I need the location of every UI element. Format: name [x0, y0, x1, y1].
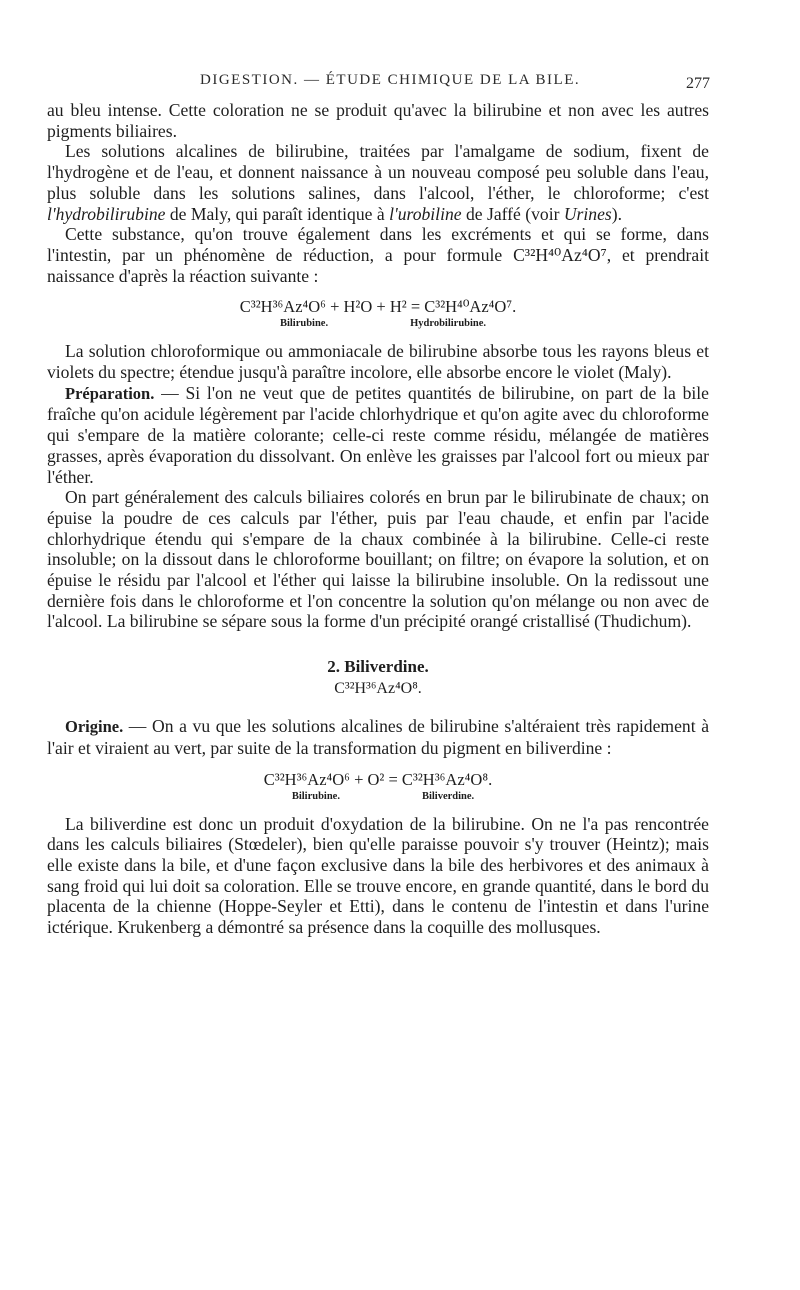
- paragraph-preparation: [47, 383, 709, 488]
- section-heading: 2. Biliverdine.: [327, 657, 429, 677]
- paragraph-absorption: La solution chloroformique ou ammoniacale de bilirubine absorbe tous les rayons bleus et violets du spectre; étendue jusqu'à paraître incolore, elle absorbe encore le violet (Maly).: [47, 341, 709, 383]
- reaction-equation-1: C³²H³⁶Az⁴O⁶ + H²O + H² = C³²H⁴⁰Az⁴O⁷.: [239, 297, 517, 317]
- italic-term: l'urobiline: [389, 203, 462, 224]
- paragraph-text: de Jaffé (voir: [461, 203, 564, 224]
- page-body: [47, 100, 709, 938]
- paragraph-hydrobilirubine: [47, 141, 709, 224]
- paragraph-text: de Maly, qui paraît identique à: [165, 203, 390, 224]
- paragraph-origine: [47, 716, 709, 758]
- inline-formula: C³²H⁴⁰Az⁴O⁷: [513, 244, 607, 265]
- reaction-labels-1: [47, 317, 709, 331]
- paragraph-biliverdine: La biliverdine est donc un produit d'oxydation de la bilirubine. On ne l'a pas rencontrée dans les calculs biliaires (Stœdeler), bien qu'elle paraisse pouvoir s'y trouver (Heintz); mais elle existe dans la bile, et d'une façon exclusive dans la bile des herbivores et des animaux à sang froid qui lui doit sa coloration. Elle se trouve encore, en grande quantité, dans le bord du placenta de la chienne (Hoppe-Seyler et Etti), dans le contenu de l'intestin et dans l'urine ictérique. Krukenberg a démontré sa présence dans la coquille des mollusques.: [47, 813, 709, 938]
- paragraph-text: Les solutions alcalines de bilirubine, traitées par l'amalgame de sodium, fixent de l'hydrogène et de l'eau, et donnent naissance à un nouveau composé peu soluble dans l'eau, plus soluble dans les solutions salines, dans l'alcool, l'éther, le chloroforme; c'est: [47, 141, 709, 203]
- paragraph-formation: [47, 224, 709, 286]
- reactant-label: Bilirubine.: [291, 790, 340, 802]
- paragraph-text: — On a vu que les solutions alcalines de bilirubine s'altéraient très rapidement à l'air et viraient au vert, par suite de la transformation du pigment en biliverdine :: [47, 716, 709, 758]
- paragraph-text: , et prendrait naissance d'après la réaction suivante :: [47, 244, 709, 286]
- italic-reference: Urines: [563, 203, 612, 224]
- paragraph-text: ).: [611, 203, 623, 224]
- reactant-label: Bilirubine.: [279, 318, 329, 330]
- reaction-equation-2: C³²H³⁶Az⁴O⁶ + O² = C³²H³⁶Az⁴O⁸.: [263, 769, 493, 789]
- running-head: DIGESTION. — ÉTUDE CHIMIQUE DE LA BILE.: [200, 72, 581, 88]
- run-in-heading: Origine.: [65, 717, 124, 737]
- product-label: Hydrobilirubine.: [410, 318, 487, 330]
- paragraph-text: — Si l'on ne veut que de petites quantités de bilirubine, on part de la bile fraîche qu'on acidule légèrement par l'acide chlorhydrique et qu'on agite avec du chloroforme qui s'empare de la matière colorante; celle-ci reste comme résidu, mélangée de matières grasses, après évaporation du dissolvant. On enlève les graisses par l'alcool fort ou mieux par l'éther.: [47, 382, 709, 487]
- page-header: [60, 72, 710, 96]
- run-in-heading: Préparation.: [65, 383, 155, 403]
- section-formula: C³²H³⁶Az⁴O⁸.: [334, 680, 422, 698]
- paragraph-text: Cette substance, qu'on trouve également dans les excréments et qui se forme, dans l'intestin, par un phénomène de réduction, a pour formule: [47, 224, 709, 265]
- italic-term: l'hydrobilirubine: [47, 203, 166, 224]
- paragraph-continuation: au bleu intense. Cette coloration ne se produit qu'avec la bilirubine et non avec les autres pigments biliaires.: [47, 100, 709, 141]
- product-label: Biliverdine.: [421, 790, 475, 802]
- reaction-labels-2: [47, 790, 709, 804]
- page-number: 277: [686, 75, 710, 92]
- paragraph-calculs: On part généralement des calculs biliaires colorés en brun par le bilirubinate de chaux; on épuise la poudre de ces calculs par l'éther, puis par l'eau chaude, et enfin par l'acide chlorhydrique étendu qui s'empare de la chaux combinée à la bilirubine. Celle-ci reste insoluble; on la dissout dans le chloroforme bouillant; on filtre; on évapore la solution, et on épuise le résidu par l'alcool et l'éther qui laisse la bilirubine insoluble. On la redissout une dernière fois dans le chloroforme et l'on concentre la solution qu'on mélange ou non avec de l'alcool. La bilirubine se sépare sous la forme d'un précipité orangé cristallisé (Thudichum).: [47, 487, 709, 632]
